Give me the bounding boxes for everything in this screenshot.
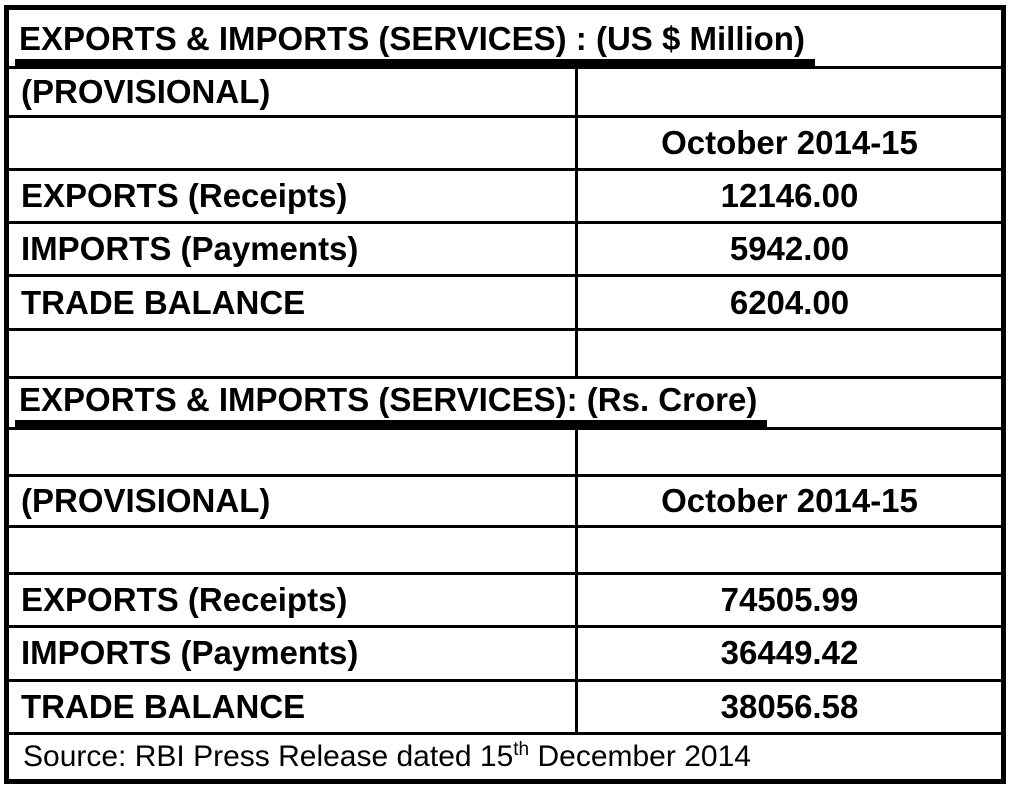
empty-cell <box>577 428 1004 475</box>
source-cell <box>7 733 1004 781</box>
empty-cell <box>7 116 577 169</box>
spacer-row <box>7 428 1004 475</box>
table-row <box>7 223 1004 276</box>
section1-exports-value: 12146.00 <box>577 169 1004 222</box>
section1-title-cell <box>7 8 1004 68</box>
section2-imports-label: IMPORTS (Payments) <box>7 627 577 680</box>
section2-trade-balance-label: TRADE BALANCE <box>7 680 577 733</box>
spacer-row <box>7 527 1004 574</box>
source-text-suffix: December 2014 <box>529 739 751 773</box>
section1-exports-label: EXPORTS (Receipts) <box>7 169 577 222</box>
section1-trade-balance-label: TRADE BALANCE <box>7 276 577 329</box>
exports-imports-table <box>4 5 1006 784</box>
table-row <box>7 680 1004 733</box>
section2-title: EXPORTS & IMPORTS (SERVICES): (Rs. Crore) <box>15 381 767 427</box>
section2-exports-label: EXPORTS (Receipts) <box>7 574 577 627</box>
section2-period: October 2014-15 <box>577 475 1004 526</box>
empty-cell <box>577 329 1004 377</box>
section2-title-row <box>7 377 1004 428</box>
empty-cell <box>577 527 1004 574</box>
source-superscript: th <box>513 738 530 760</box>
section1-title: EXPORTS & IMPORTS (SERVICES) : (US $ Million) <box>15 20 815 66</box>
table-row <box>7 276 1004 329</box>
empty-cell <box>7 428 577 475</box>
section1-title-row <box>7 8 1004 68</box>
section1-imports-value: 5942.00 <box>577 223 1004 276</box>
section1-period: October 2014-15 <box>577 116 1004 169</box>
table-row <box>7 169 1004 222</box>
section1-period-row <box>7 116 1004 169</box>
empty-cell <box>7 527 577 574</box>
section1-trade-balance-value: 6204.00 <box>577 276 1004 329</box>
table-row <box>7 627 1004 680</box>
section1-imports-label: IMPORTS (Payments) <box>7 223 577 276</box>
section1-provisional-row <box>7 67 1004 116</box>
section2-provisional-label: (PROVISIONAL) <box>7 475 577 526</box>
section2-trade-balance-value: 38056.58 <box>577 680 1004 733</box>
spacer-row <box>7 329 1004 377</box>
table-row <box>7 574 1004 627</box>
section2-imports-value: 36449.42 <box>577 627 1004 680</box>
empty-cell <box>7 329 577 377</box>
source-row <box>7 733 1004 781</box>
section2-exports-value: 74505.99 <box>577 574 1004 627</box>
section2-provisional-row <box>7 475 1004 526</box>
section1-provisional-label: (PROVISIONAL) <box>7 67 577 116</box>
section2-title-cell <box>7 377 1004 428</box>
empty-cell <box>577 67 1004 116</box>
source-text-prefix: Source: RBI Press Release dated 15 <box>23 739 514 773</box>
